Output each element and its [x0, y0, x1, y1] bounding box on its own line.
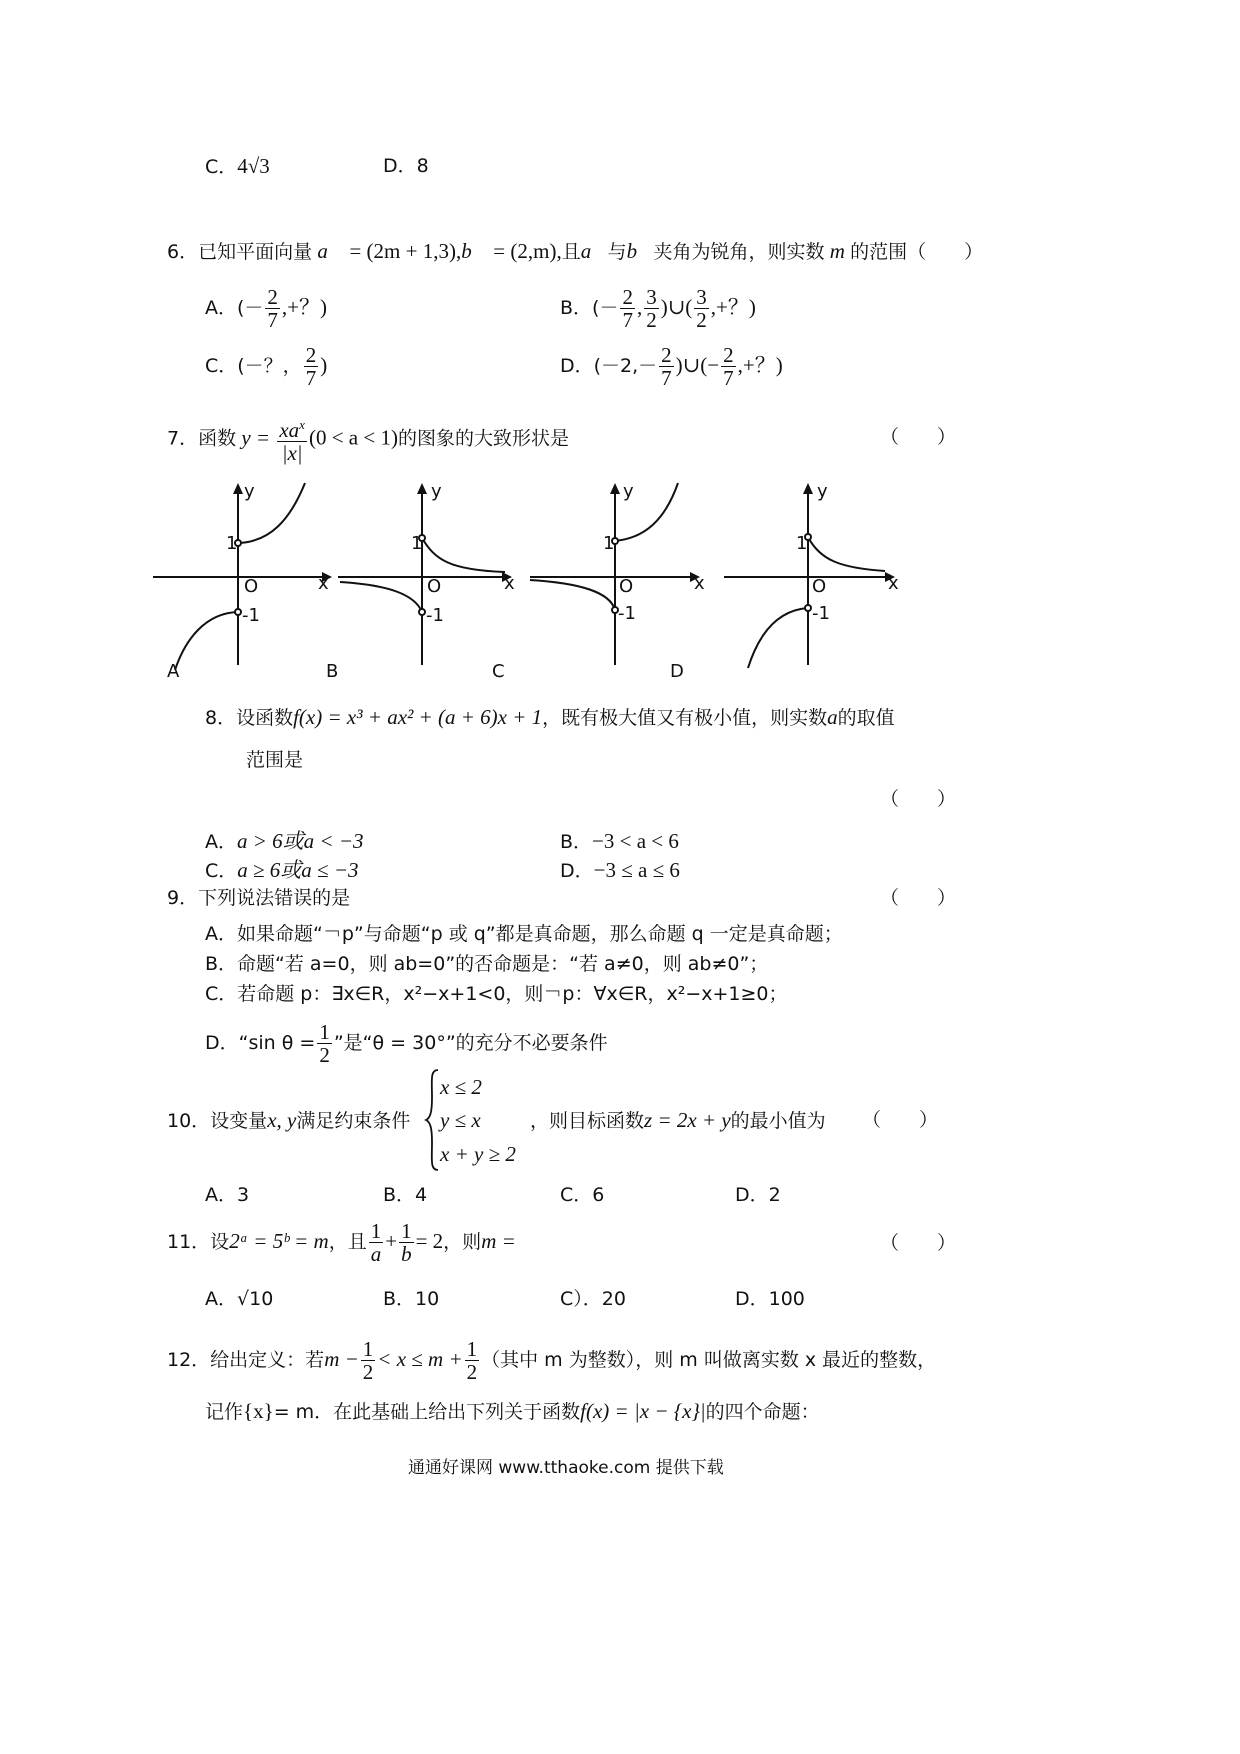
graph-a-neg-one-label: -1 [242, 605, 260, 626]
q8-option-b: B．−3 < a < 6 [560, 829, 679, 853]
graph-b-x-label: x [504, 573, 515, 594]
graph-a-x-label: x [318, 573, 329, 594]
q10-constraint-3: x + y ≥ 2 [440, 1142, 516, 1166]
q10-option-d: D．2 [735, 1184, 781, 1206]
graph-a-one-label: 1 [226, 533, 238, 554]
graph-a-origin-label: O [244, 576, 259, 597]
graph-c-y-label: y [623, 481, 634, 502]
graph-b-neg-one-label: -1 [426, 605, 444, 626]
graph-b-one-label: 1 [411, 533, 423, 554]
q9-option-d: D．“sin θ = $\frac{1}{2}$ ”是“θ = 30°”的充分不必要条件 [205, 1020, 608, 1067]
q6-stem: 6．已知平面向量 a⃗ = (2m + 1,3),b⃗ = (2,m),且a⃗与b⃗夹角为锐角，则实数 m 的范围（ ） [167, 239, 984, 263]
q10-answer-paren: （ ） [862, 1109, 939, 1131]
q11-option-d: D．100 [735, 1288, 805, 1310]
page-footer: 通通好课网 www.tthaoke.com 提供下载 [408, 1458, 724, 1478]
q8-answer-paren: （ ） [880, 788, 957, 810]
q10-stem-left: 10．设变量x, y满足约束条件 [167, 1108, 411, 1132]
q9-option-a: A．如果命题“￢p”与命题“p 或 q”都是真命题，那么命题 q 一定是真命题； [205, 923, 843, 945]
q6-option-c: C．(－？， $\frac{2}{7}$ ) [205, 343, 328, 390]
q8-stem: 8．设函数f(x) = x³ + ax² + (a + 6)x + 1，既有极大值又有极小值，则实数a的取值 [205, 705, 895, 729]
graph-c-letter: C [492, 661, 505, 682]
q6-option-a: A．(－ $\frac{2}{7}$ ,+？) [205, 285, 328, 332]
graph-d-y-label: y [817, 481, 828, 502]
q10-option-a: A．3 [205, 1184, 250, 1206]
q9-option-c: C．若命题 p：∃x∈R，x²−x+1<0，则￢p：∀x∈R，x²−x+1≥0； [205, 983, 788, 1005]
graph-c-one-label: 1 [603, 533, 615, 554]
graph-d-one-label: 1 [796, 533, 808, 554]
q11-option-c: C）．20 [560, 1288, 626, 1310]
q8-option-c: C．a ≥ 6或a ≤ −3 [205, 858, 359, 882]
graph-d-x-label: x [888, 573, 899, 594]
q8-stem-line2: 范围是 [246, 749, 304, 771]
graph-c-origin-label: O [619, 576, 634, 597]
q10-stem-right: ，则目标函数z = 2x + y的最小值为 [530, 1108, 826, 1132]
graph-c-neg-one-label: -1 [618, 603, 636, 624]
graph-d-origin-label: O [812, 576, 827, 597]
q5-option-c: C．4√3 [205, 154, 270, 178]
q9-answer-paren: （ ） [880, 887, 957, 909]
q11-option-b: B．10 [383, 1288, 440, 1310]
q10-brace [424, 1068, 440, 1172]
q7-answer-paren: （ ） [880, 426, 957, 448]
q11-answer-paren: （ ） [880, 1232, 957, 1254]
q10-constraint-1: x ≤ 2 [440, 1075, 482, 1099]
q11-option-a: A．√10 [205, 1288, 274, 1310]
q6-option-d: D．(－2,－ $\frac{2}{7}$ )∪(− $\frac{2}{7}$ ,+？) [560, 343, 783, 390]
q6-option-b: B．(－ $\frac{2}{7}$ , $\frac{3}{2}$ )∪( $\frac{3}{2}$ ,+？) [560, 285, 756, 332]
q7-stem: 7．函数 y = $\frac{xa^x}{|x|}$ (0 < a < 1)的图象的大致形状是 [167, 414, 569, 464]
graph-b-y-label: y [431, 481, 442, 502]
q10-option-b: B．4 [383, 1184, 428, 1206]
q11-stem: 11．设2ᵃ = 5ᵇ = m，且 $\frac{1}{a}$ + $\frac{1}{b}$ = 2，则m = [167, 1219, 516, 1266]
graph-a-y-label: y [244, 481, 255, 502]
q8-option-d: D．−3 ≤ a ≤ 6 [560, 858, 680, 882]
q8-option-a: A．a > 6或a < −3 [205, 829, 364, 853]
q12-stem-line2: 记作{x}= m．在此基础上给出下列关于函数f(x) = |x − {x}|的四个命题： [205, 1399, 820, 1423]
graph-c-x-label: x [694, 573, 705, 594]
q5-option-d: D．8 [383, 155, 429, 177]
graph-b-letter: B [326, 661, 339, 682]
q9-option-b: B．命题“若 a=0，则 ab=0”的否命题是：“若 a≠0，则 ab≠0”； [205, 953, 769, 975]
q9-stem: 9．下列说法错误的是 [167, 887, 351, 909]
graph-b-origin-label: O [427, 576, 442, 597]
q10-constraint-2: y ≤ x [440, 1108, 481, 1132]
graph-d-neg-one-label: -1 [812, 603, 830, 624]
q7-graphs [150, 480, 910, 685]
graph-d-letter: D [670, 661, 684, 682]
q12-stem: 12．给出定义：若m − $\frac{1}{2}$ < x ≤ m + $\frac{1}{2}$ （其中 m 为整数），则 m 叫做离实数 x 最近的整数， [167, 1337, 937, 1384]
graph-a-letter: A [167, 661, 180, 682]
q10-option-c: C．6 [560, 1184, 605, 1206]
